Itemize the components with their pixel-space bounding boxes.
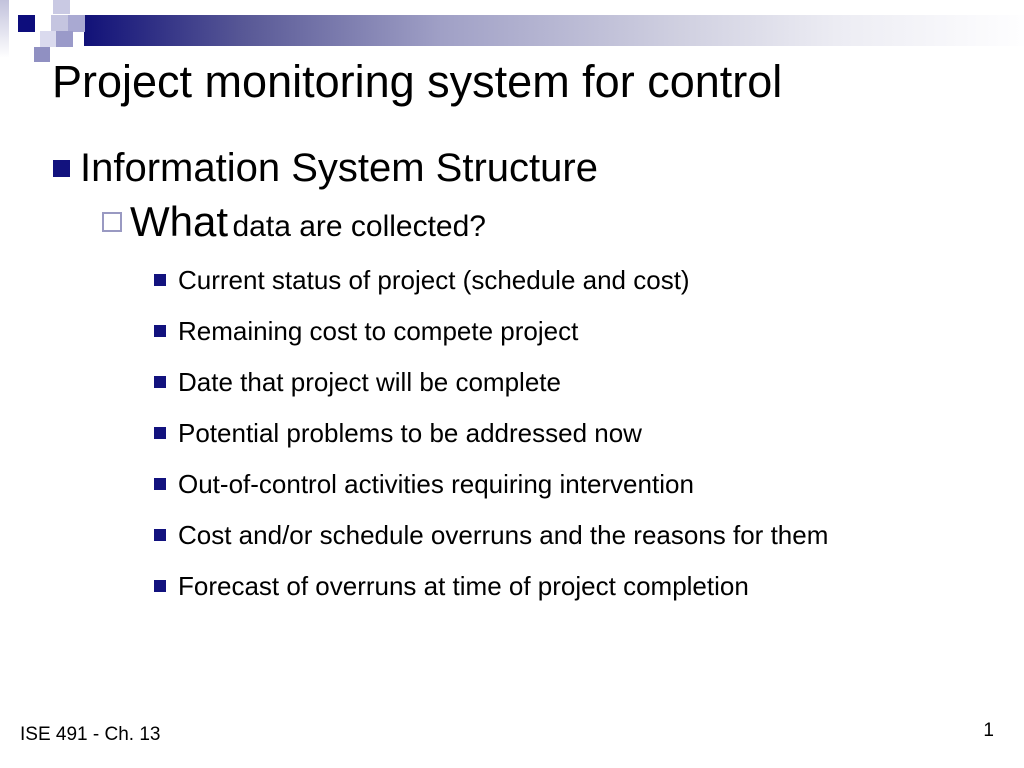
- bullet-item-level3: [154, 468, 694, 500]
- filled-square-bullet-icon: [154, 529, 166, 541]
- filled-square-bullet-icon: [154, 274, 166, 286]
- bullet-item-level1: [53, 147, 598, 189]
- bullet-text-level2-lead: What: [130, 198, 229, 245]
- filled-square-bullet-icon: [154, 580, 166, 592]
- filled-square-bullet-icon: [53, 160, 70, 177]
- bullet-text-level3: Remaining cost to compete project: [178, 316, 579, 346]
- bullet-text-level3: Potential problems to be addressed now: [178, 418, 642, 448]
- mosaic-square-1: [53, 0, 70, 14]
- mosaic-square-5: [40, 31, 56, 47]
- bullet-text-level1: Information System Structure: [80, 146, 598, 190]
- bullet-text-level3: Date that project will be complete: [178, 367, 561, 397]
- bullet-item-level3: [154, 315, 578, 347]
- bullet-item-level2: [102, 198, 486, 245]
- filled-square-bullet-icon: [154, 427, 166, 439]
- bullet-item-level3: [154, 366, 561, 398]
- bullet-item-level3: [154, 417, 642, 449]
- mosaic-square-3: [51, 15, 68, 32]
- bullet-text-level2: [130, 198, 486, 245]
- bullet-item-level3: [154, 519, 828, 551]
- filled-square-bullet-icon: [154, 376, 166, 388]
- mosaic-square-2: [18, 15, 35, 32]
- bullet-text-level2-rest: data are collected?: [232, 210, 486, 243]
- footer-course-label: ISE 491 - Ch. 13: [20, 724, 161, 745]
- slide-title: Project monitoring system for control: [52, 56, 783, 107]
- slide-page-number: 1: [983, 720, 994, 741]
- header-gradient-bar: [84, 15, 1024, 46]
- bullet-item-level3: [154, 264, 690, 296]
- filled-square-bullet-icon: [154, 478, 166, 490]
- bullet-text-level3: Out-of-control activities requiring intervention: [178, 469, 694, 499]
- mosaic-square-6: [56, 31, 73, 47]
- left-edge-gradient-strip: [0, 0, 9, 58]
- mosaic-square-4: [68, 15, 85, 32]
- bullet-text-level3: Current status of project (schedule and cost): [178, 265, 690, 295]
- filled-square-bullet-icon: [154, 325, 166, 337]
- bullet-item-level3: [154, 570, 749, 602]
- bullet-text-level3: Cost and/or schedule overruns and the reasons for them: [178, 520, 829, 550]
- bullet-text-level3: Forecast of overruns at time of project completion: [178, 571, 749, 601]
- outline-square-bullet-icon: [102, 212, 122, 232]
- mosaic-square-7: [34, 47, 50, 62]
